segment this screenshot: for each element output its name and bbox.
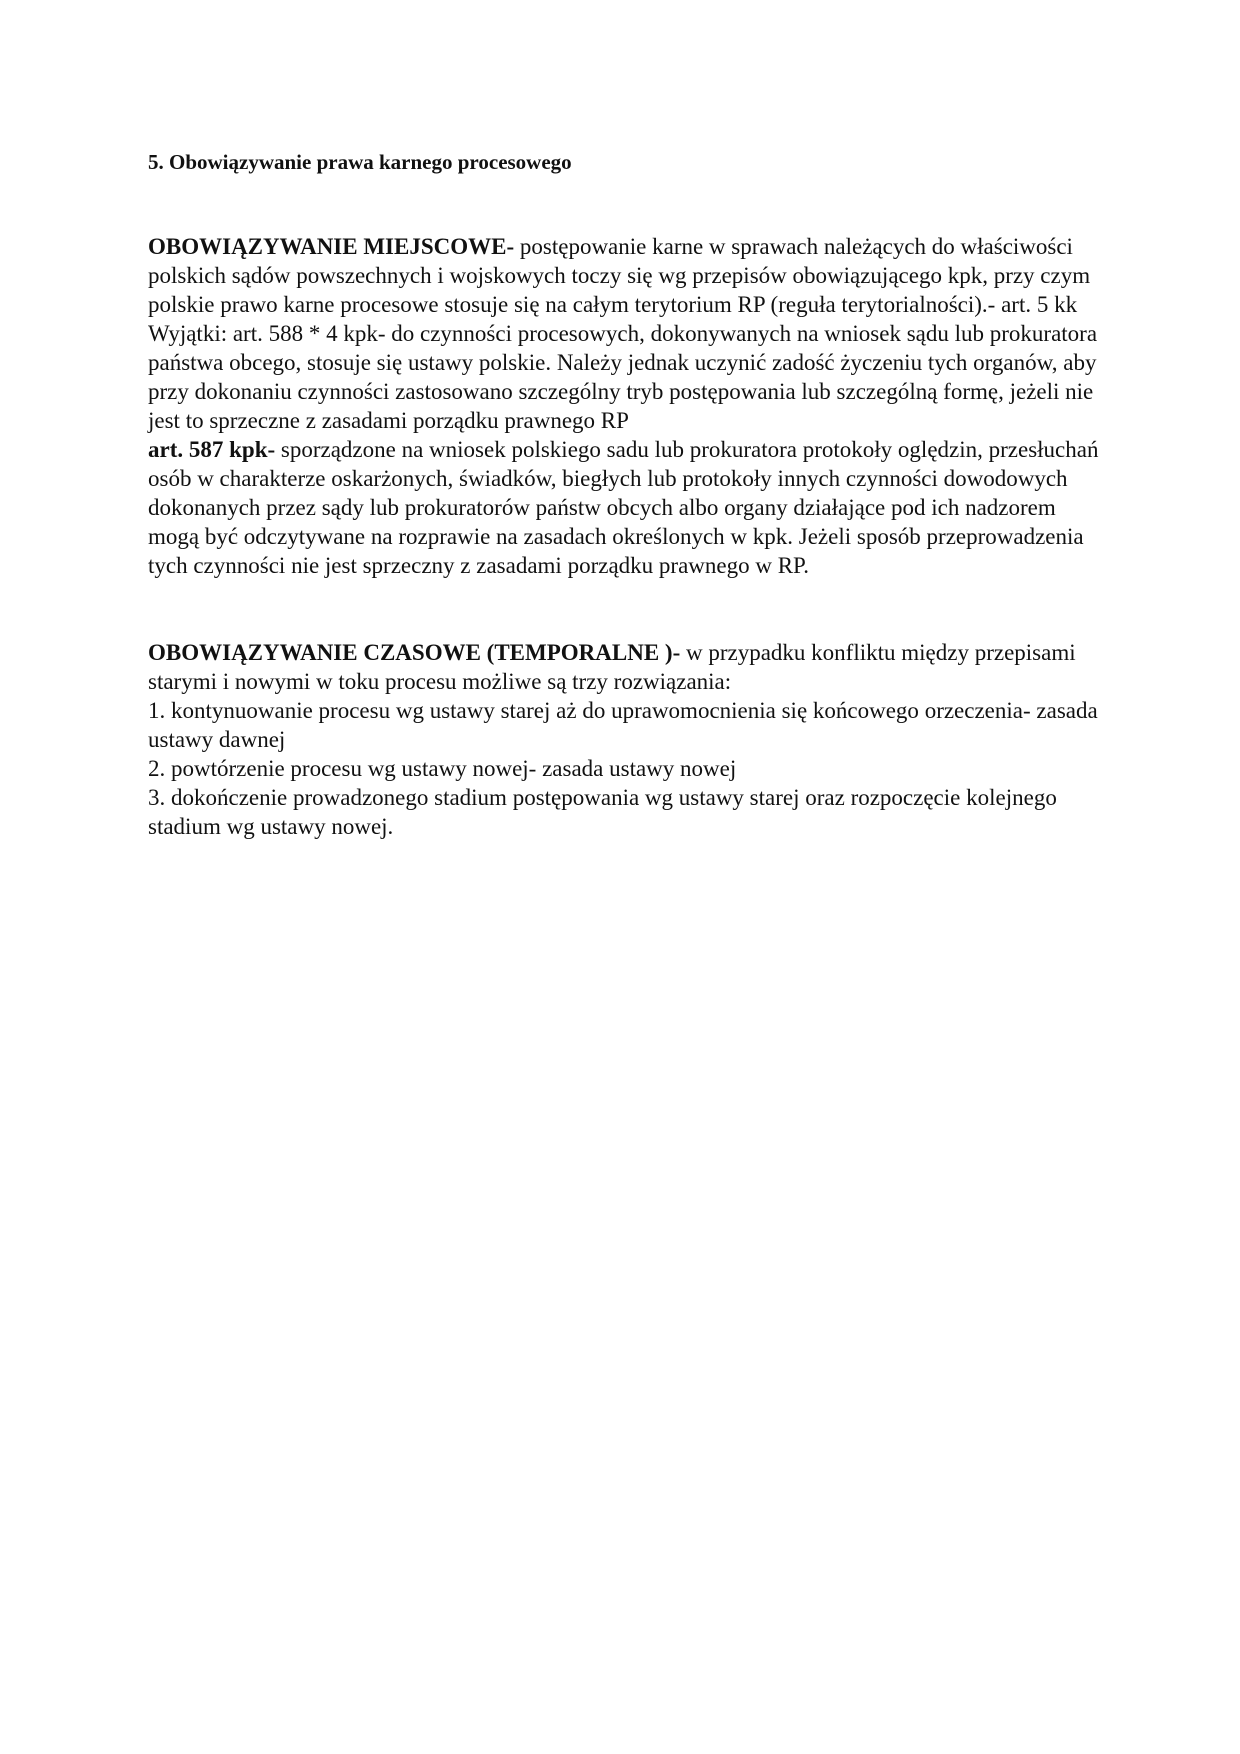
exceptions-text: Wyjątki: art. 588 * 4 kpk- do czynności procesowych, dokonywanych na wniosek sądu lub prokuratora państwa obcego, stosuje się ustawy polskie. Należy jednak uczynić zadość życzeniu tych organów, aby przy dokonaniu czynności zastosowano szczególny tryb postępowania lub szczególną formę, jeżeli nie jest to sprzeczne z zasadami porządku xyxy=(148,321,1098,433)
article-587-label: art. 587 kpk- xyxy=(148,437,276,462)
list-item-2-text: 2. powtórzenie procesu wg ustawy nowej- xyxy=(148,756,543,781)
list-item xyxy=(148,754,1108,783)
list-item xyxy=(148,696,1108,754)
exceptions-paragraph xyxy=(148,319,1108,435)
document-heading: 5. Obowiązywanie prawa karnego procesowego xyxy=(148,150,572,174)
local-validity-paragraph xyxy=(148,232,1108,319)
list-item-3-text: 3. dokończenie prowadzonego stadium postępowania wg ustawy starej oraz rozpoczęcie xyxy=(148,785,967,810)
article-587-paragraph xyxy=(148,435,1108,580)
temporal-validity-term: OBOWIĄZYWANIE CZASOWE (TEMPORALNE )- xyxy=(148,640,681,665)
section-local-validity xyxy=(148,232,1108,580)
document-body xyxy=(148,148,1108,841)
exceptions-tail: prawnego RP xyxy=(504,408,629,433)
temporal-validity-definition: w przypadku konfliktu między xyxy=(680,640,975,665)
list-item-3-tail: kolejnego stadium wg ustawy nowej. xyxy=(148,785,1057,839)
list-item-2-tail: zasada ustawy nowej xyxy=(542,756,737,781)
section-temporal-validity xyxy=(148,638,1108,841)
list-item-1-tail: orzeczenia- zasada ustawy dawnej xyxy=(148,698,1098,752)
article-587-text: sporządzone na wniosek polskiego sadu lub prokuratora protokoły oględzin, przesłuchań osób w charakterze oskarżonych, świadków, biegłych lub protokoły innych czynności dowodowych dokonanych przez sądy lub prokuratorów państw obcych albo organy działające pod ich nadzorem mogą być odczytywane na rozprawie na zasadach określonych w kpk. Jeżeli sposób przeprowadzenia tych czynności nie jest sprzeczny z zasadami porządku xyxy=(148,437,1099,578)
local-validity-reference: art. 5 kk xyxy=(1001,292,1078,317)
local-validity-definition: postępowanie karne w sprawach należących do właściwości polskich sądów powszechnych i wojskowych toczy się wg przepisów obowiązującego kpk, przy czym polskie prawo karne procesowe stosuje się na całym terytorium RP (reguła terytorialności).- xyxy=(148,234,1091,317)
temporal-validity-paragraph xyxy=(148,638,1108,696)
list-item-1-text: 1. kontynuowanie procesu wg ustawy starej aż do uprawomocnienia się końcowego xyxy=(148,698,925,723)
local-validity-term: OBOWIĄZYWANIE MIEJSCOWE- xyxy=(148,234,515,259)
temporal-validity-definition-tail: przepisami starymi i nowymi w toku procesu możliwe są trzy rozwiązania: xyxy=(148,640,1076,694)
article-587-tail: prawnego w RP. xyxy=(658,553,810,578)
list-item xyxy=(148,783,1108,841)
